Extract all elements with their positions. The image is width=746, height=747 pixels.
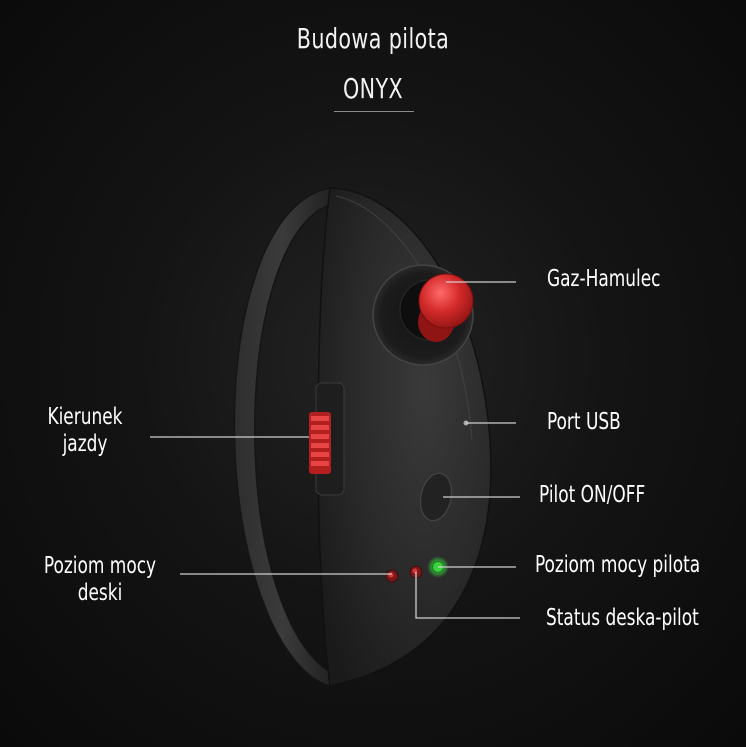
label-direction-line2: jazdy [62,431,108,457]
direction-rocker [309,412,331,474]
label-direction-line1: Kierunek [47,404,123,430]
label-remote-power-level: Poziom mocy pilota [535,552,701,578]
label-board-remote-status: Status deska-pilot [546,605,699,631]
label-usb-port: Port USB [547,409,621,435]
label-board-power-line2: deski [77,580,123,606]
product-name: ONYX [342,72,404,105]
label-board-power [43,553,158,607]
label-power-switch: Pilot ON/OFF [539,482,646,508]
label-gas-brake: Gaz-Hamulec [547,266,661,292]
label-direction [32,404,139,458]
diagram-title: Budowa pilota [296,22,450,55]
label-board-power-line1: Poziom mocy [43,553,157,579]
